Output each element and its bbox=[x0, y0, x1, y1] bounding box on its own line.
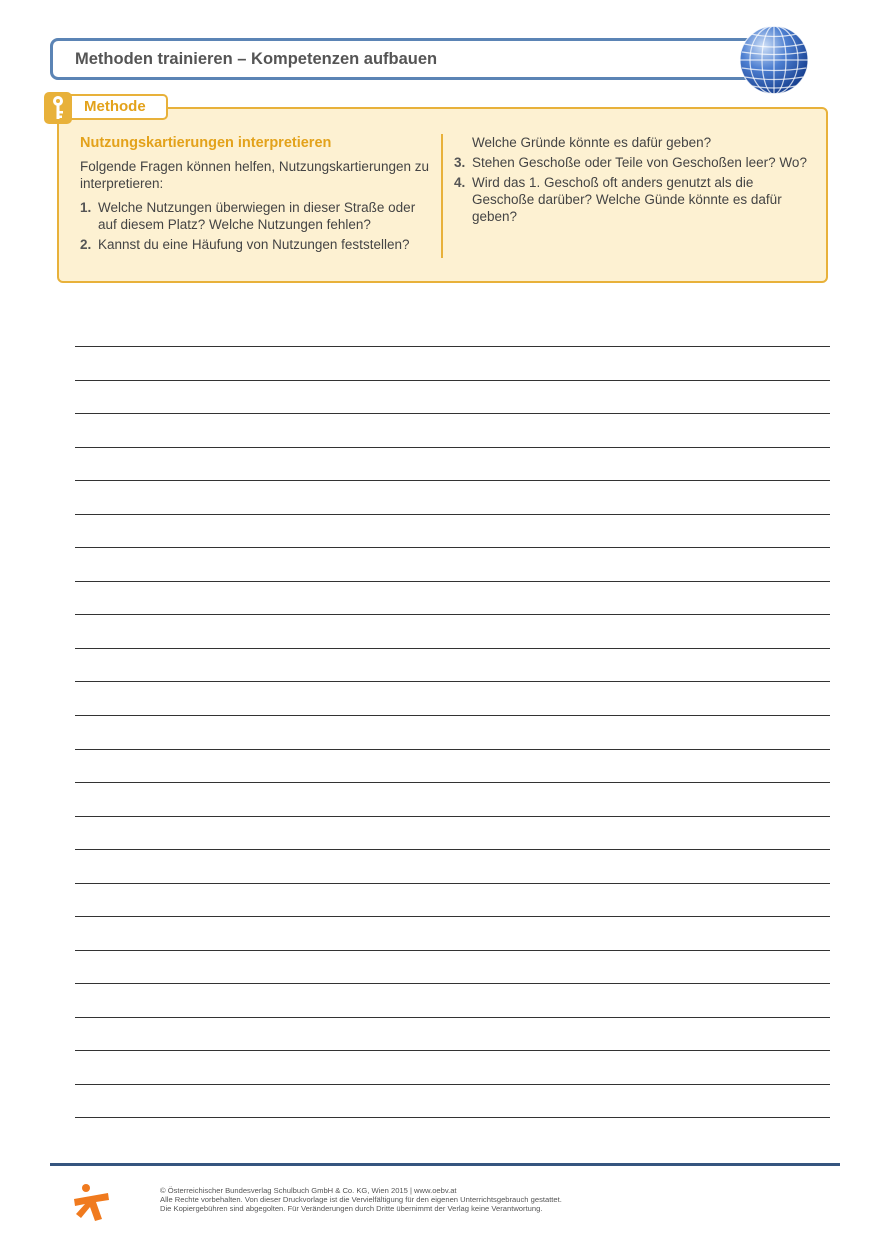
writing-line bbox=[75, 648, 830, 649]
column-divider bbox=[441, 134, 443, 258]
footer-line: © Österreichischer Bundesverlag Schulbuch GmbH & Co. KG, Wien 2015 | www.oebv.at bbox=[160, 1186, 457, 1195]
page-title: Methoden trainieren – Kompetenzen aufbauen bbox=[75, 50, 438, 68]
list-item-text: Kannst du eine Häufung von Nutzungen feststellen? bbox=[98, 237, 410, 252]
list-item-text: Wird das 1. Geschoß oft anders genutzt als die Geschoße darüber? Welche Günde könnte es dafür geben? bbox=[472, 175, 782, 224]
writing-line bbox=[75, 447, 830, 448]
writing-line bbox=[75, 1117, 830, 1118]
publisher-logo-icon bbox=[72, 1183, 112, 1223]
writing-line bbox=[75, 883, 830, 884]
writing-line bbox=[75, 547, 830, 548]
key-icon bbox=[44, 92, 72, 124]
writing-line bbox=[75, 413, 830, 414]
globe-icon bbox=[738, 24, 810, 96]
writing-line bbox=[75, 749, 830, 750]
footer-line: Alle Rechte vorbehalten. Von dieser Druckvorlage ist die Vervielfältigung für den eigenen Unterrichtsgebrauch gestattet. bbox=[160, 1195, 562, 1204]
writing-line bbox=[75, 983, 830, 984]
list-item-number: 4. bbox=[454, 175, 466, 190]
list-item-number: 3. bbox=[454, 155, 466, 170]
writing-line bbox=[75, 916, 830, 917]
method-column-right bbox=[454, 134, 814, 228]
writing-line bbox=[75, 514, 830, 515]
list-item-continuation: Welche Gründe könnte es dafür geben? bbox=[472, 135, 712, 150]
list-item-number: 1. bbox=[80, 200, 92, 215]
writing-line bbox=[75, 816, 830, 817]
list-item bbox=[454, 174, 814, 225]
writing-line bbox=[75, 380, 830, 381]
list-item bbox=[80, 236, 430, 253]
writing-line bbox=[75, 581, 830, 582]
method-label: Methode bbox=[84, 98, 146, 115]
writing-line bbox=[75, 1084, 830, 1085]
writing-line bbox=[75, 1050, 830, 1051]
method-tab bbox=[44, 94, 168, 120]
list-item-text: Welche Nutzungen überwiegen in dieser Straße oder auf diesem Platz? Welche Nutzungen fehlen? bbox=[98, 200, 416, 232]
footer-rule bbox=[50, 1163, 840, 1166]
writing-line bbox=[75, 346, 830, 347]
method-column-left bbox=[80, 134, 430, 256]
list-item-number: 2. bbox=[80, 237, 92, 252]
writing-line bbox=[75, 849, 830, 850]
footer-copyright bbox=[160, 1186, 820, 1213]
method-heading: Nutzungskartierungen interpretieren bbox=[80, 135, 332, 151]
method-intro: Folgende Fragen können helfen, Nutzungskartierungen zu interpretieren: bbox=[80, 159, 429, 191]
writing-line bbox=[75, 681, 830, 682]
list-item bbox=[80, 199, 430, 233]
writing-line bbox=[75, 715, 830, 716]
writing-line bbox=[75, 480, 830, 481]
list-item-text: Stehen Geschoße oder Teile von Geschoßen leer? Wo? bbox=[472, 155, 807, 170]
writing-line bbox=[75, 614, 830, 615]
header-bar bbox=[50, 38, 836, 80]
list-item bbox=[454, 154, 814, 171]
footer-line: Die Kopiergebühren sind abgegolten. Für Veränderungen durch Dritte übernimmt der Verlag keine Verantwortung. bbox=[160, 1204, 543, 1213]
writing-line bbox=[75, 1017, 830, 1018]
writing-line bbox=[75, 782, 830, 783]
writing-line bbox=[75, 950, 830, 951]
